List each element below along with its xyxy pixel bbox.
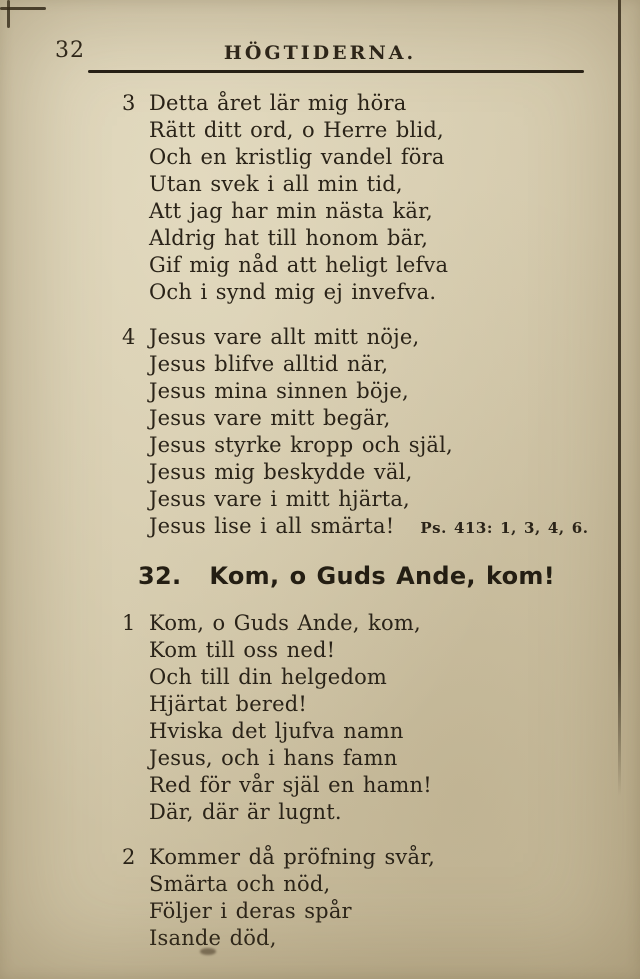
verse-line: Jesus vare allt mitt nöje, xyxy=(149,325,420,349)
verse-line xyxy=(149,513,588,542)
verse-line: Kom, o Guds Ande, kom, xyxy=(149,611,421,635)
verse-line: Isande död, xyxy=(149,926,277,950)
verse-line: Aldrig hat till honom bär, xyxy=(149,226,429,250)
verse-line: Och till din helgedom xyxy=(149,665,388,689)
verse-line: Jesus mig beskydde väl, xyxy=(149,460,413,484)
verse-line: Jesus vare i mitt hjärta, xyxy=(149,487,410,511)
verse-line: Red för vår själ en hamn! xyxy=(149,773,432,797)
verse-line: Jesus styrke kropp och själ, xyxy=(149,433,453,457)
verse-2 xyxy=(122,844,610,952)
verse-line: Följer i deras spår xyxy=(149,899,352,923)
verse-line: Rätt ditt ord, o Herre blid, xyxy=(149,118,444,142)
verse-line: Där, där är lugnt. xyxy=(149,800,342,824)
verse-line: Jesus blifve alltid när, xyxy=(149,352,389,376)
verse-line: Gif mig nåd att heligt lefva xyxy=(149,253,449,277)
verse-line: Och i synd mig ej invefva. xyxy=(149,280,437,304)
verse-4 xyxy=(122,324,610,542)
verse-1 xyxy=(122,610,610,826)
verse-number: 1 xyxy=(122,611,136,635)
verse-line: Kommer då pröfning svår, xyxy=(149,845,436,869)
verse-line: Jesus mina sinnen böje, xyxy=(149,379,409,403)
verse-lines xyxy=(149,90,448,306)
verse-line: Utan svek i all min tid, xyxy=(149,172,403,196)
verse-lines xyxy=(149,610,432,826)
scan-corner-line-vertical xyxy=(7,0,10,28)
verse-3 xyxy=(122,90,610,306)
running-title: HÖGTIDERNA. xyxy=(223,42,417,64)
page-number: 32 xyxy=(55,38,85,63)
verse-line-text: Jesus lise i all smärta! xyxy=(149,514,395,538)
psalm-reference: Ps. 413: 1, 3, 4, 6. xyxy=(420,519,589,537)
verse-number: 2 xyxy=(122,845,136,869)
scan-edge-line-right xyxy=(618,0,621,796)
verse-number: 4 xyxy=(122,325,136,349)
verse-line: Att jag har min nästa kär, xyxy=(149,199,433,223)
hymn-heading xyxy=(138,560,610,592)
hymn-title: Kom, o Guds Ande, kom! xyxy=(209,562,555,590)
verse-line: Hviska det ljufva namn xyxy=(149,719,404,743)
header-rule xyxy=(88,70,584,73)
verse-line: Detta året lär mig höra xyxy=(149,91,407,115)
verse-line: Jesus, och i hans famn xyxy=(149,746,398,770)
verse-line: Och en kristlig vandel föra xyxy=(149,145,445,169)
verse-lines xyxy=(149,324,588,542)
verse-number: 3 xyxy=(122,91,136,115)
verse-lines xyxy=(149,844,435,952)
page-content xyxy=(122,90,610,970)
verse-line: Jesus vare mitt begär, xyxy=(149,406,391,430)
verse-line: Kom till oss ned! xyxy=(149,638,336,662)
verse-line: Smärta och nöd, xyxy=(149,872,331,896)
verse-line: Hjärtat bered! xyxy=(149,692,307,716)
hymn-number: 32. xyxy=(138,562,182,590)
